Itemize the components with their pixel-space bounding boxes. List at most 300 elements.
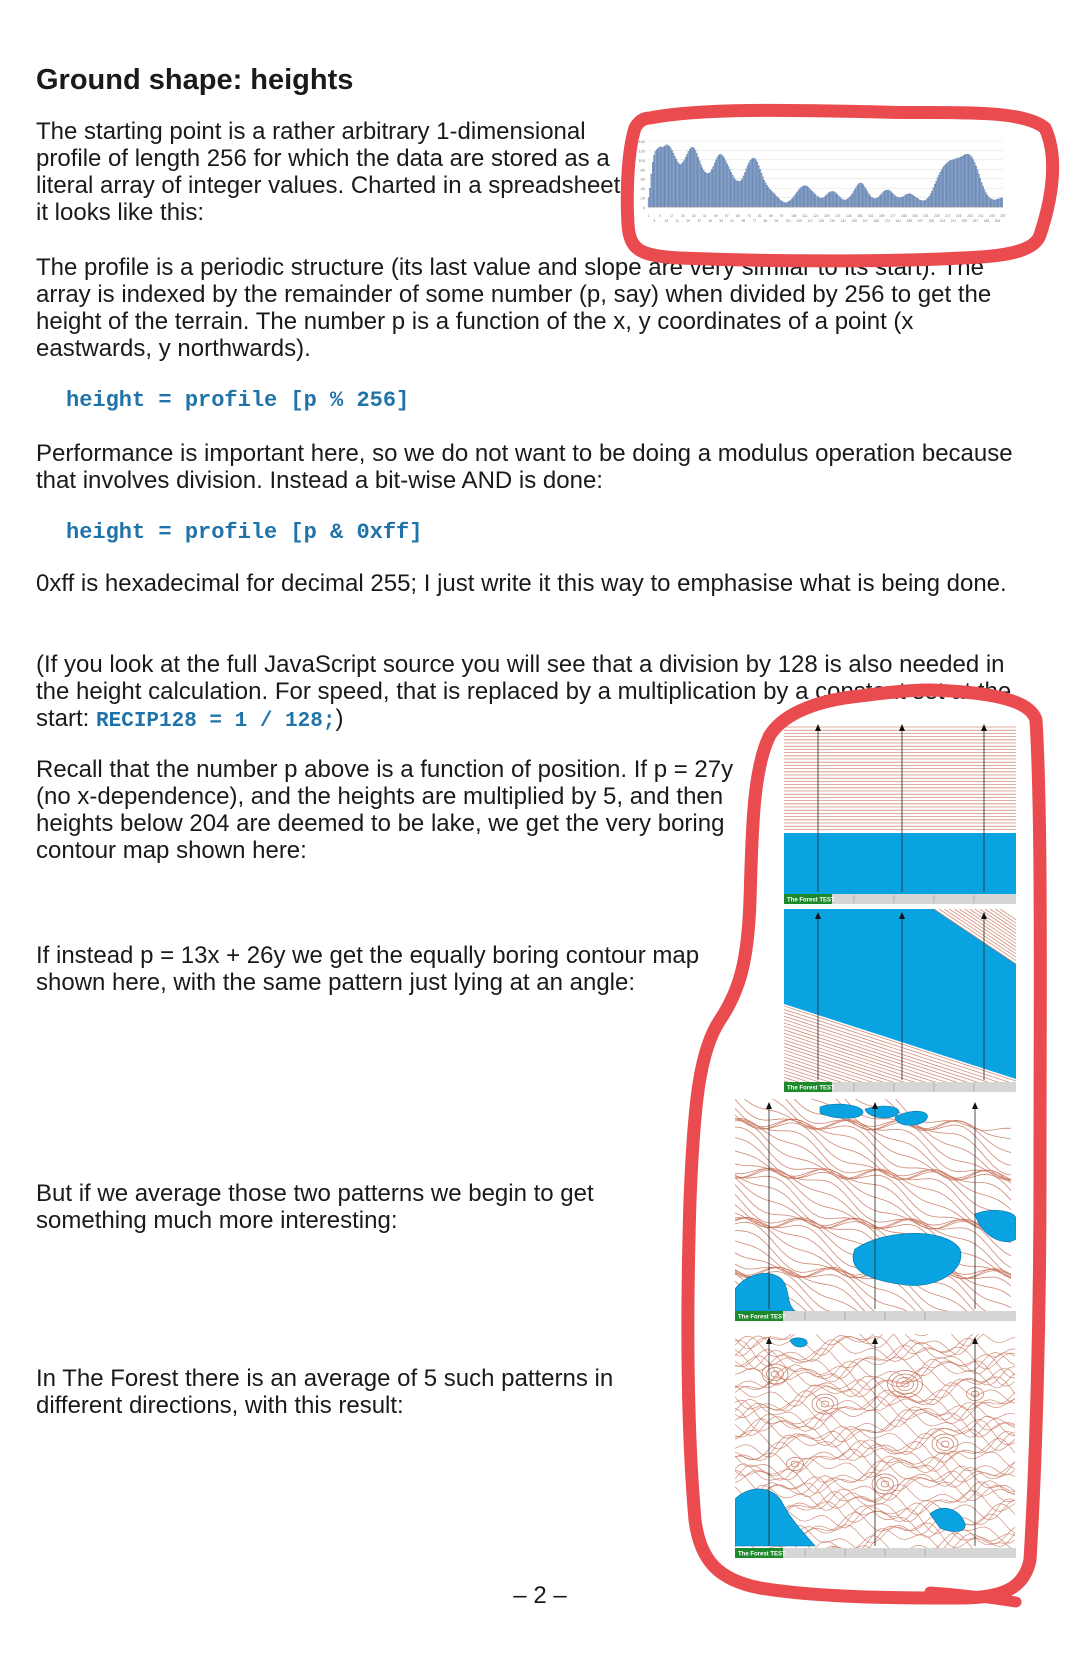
profile-bar xyxy=(852,194,853,207)
x-tick-label: 181 xyxy=(895,219,902,223)
x-tick-label: 173 xyxy=(884,219,890,223)
profile-bar xyxy=(1000,198,1001,207)
profile-bar xyxy=(720,154,721,207)
profile-bar xyxy=(960,157,961,207)
profile-bar xyxy=(770,191,771,208)
profile-bar xyxy=(908,194,909,207)
profile-bar xyxy=(879,196,880,207)
profile-bar xyxy=(787,202,788,207)
profile-bar xyxy=(955,159,956,207)
profile-bar xyxy=(863,185,864,207)
profile-bar xyxy=(975,166,976,207)
profile-bar xyxy=(936,181,937,207)
profile-bar xyxy=(744,173,745,207)
profile-bar xyxy=(938,175,939,207)
profile-bar xyxy=(893,194,894,207)
profile-bar xyxy=(717,157,718,207)
forest-paragraph: In The Forest there is an average of 5 such patterns in different directions, with this result: xyxy=(36,1365,614,1419)
x-tick-label: 125 xyxy=(818,219,824,223)
profile-bar xyxy=(773,193,774,207)
profile-bar xyxy=(740,181,741,207)
profile-bar xyxy=(904,196,905,207)
y-tick-label: 0 xyxy=(642,205,645,210)
x-tick-label: 185 xyxy=(901,214,907,218)
profile-bar xyxy=(732,175,733,207)
profile-bar xyxy=(709,173,710,207)
profile-bar xyxy=(832,191,833,207)
profile-bar xyxy=(660,147,661,207)
profile-bar xyxy=(729,169,730,207)
profile-bar xyxy=(805,186,806,207)
x-tick-label: 33 xyxy=(692,214,696,218)
profile-bar xyxy=(799,189,800,207)
profile-bar xyxy=(828,193,829,207)
x-tick-label: 209 xyxy=(934,214,940,218)
profile-bar xyxy=(861,183,862,207)
x-tick-label: 213 xyxy=(939,219,946,223)
x-tick-label: 45 xyxy=(708,219,713,223)
profile-bar xyxy=(681,164,682,207)
lake-area xyxy=(784,833,1016,894)
profile-bar xyxy=(964,155,965,207)
profile-bar xyxy=(691,148,692,207)
profile-bar xyxy=(839,197,840,207)
profile-bar xyxy=(827,194,828,207)
profile-bar xyxy=(652,162,653,207)
x-tick-label: 77 xyxy=(752,219,757,223)
map-horizontal-svg xyxy=(784,721,1016,904)
profile-bar xyxy=(801,187,802,207)
profile-bar xyxy=(677,162,678,207)
profile-bar xyxy=(726,164,727,207)
profile-bar xyxy=(967,154,968,207)
x-tick-label: 133 xyxy=(829,219,835,223)
x-tick-label: 245 xyxy=(983,219,990,223)
profile-bar xyxy=(886,190,887,207)
profile-bar xyxy=(775,195,776,207)
profile-bar xyxy=(659,147,660,207)
x-tick-label: 169 xyxy=(879,214,885,218)
profile-bar xyxy=(781,201,782,207)
profile-bar xyxy=(922,201,923,207)
profile-bar xyxy=(758,166,759,207)
profile-bar xyxy=(982,186,983,207)
profile-bar xyxy=(762,177,763,207)
profile-bar xyxy=(952,160,953,207)
profile-bar xyxy=(885,191,886,208)
profile-bar xyxy=(795,194,796,207)
map-forest-result xyxy=(735,1334,1016,1558)
code-bitwise-and: height = profile [p & 0xff] xyxy=(66,520,423,545)
profile-bar xyxy=(824,197,825,207)
profile-bar xyxy=(680,165,681,207)
profile-bar xyxy=(969,155,970,207)
profile-bar xyxy=(772,192,773,207)
profile-bar xyxy=(753,158,754,207)
profile-bar xyxy=(951,160,952,207)
profile-bar xyxy=(919,200,920,207)
profile-bar xyxy=(999,199,1000,207)
profile-bar xyxy=(849,197,850,207)
profile-bar xyxy=(956,158,957,207)
profile-bar xyxy=(698,157,699,207)
profile-bar xyxy=(748,163,749,207)
profile-bar xyxy=(656,149,657,207)
profile-bar xyxy=(728,166,729,207)
profile-bar xyxy=(834,192,835,207)
profile-bar xyxy=(926,199,927,207)
profile-bar xyxy=(731,172,732,207)
profile-bar xyxy=(942,167,943,207)
profile-bar xyxy=(853,191,854,207)
profile-bar xyxy=(868,194,869,207)
x-tick-label: 49 xyxy=(714,214,718,218)
y-tick-label: 120 xyxy=(638,148,645,154)
profile-bar xyxy=(876,198,877,207)
profile-bar xyxy=(764,180,765,207)
profile-bar xyxy=(703,170,704,207)
profile-bar xyxy=(813,193,814,207)
profile-bar xyxy=(821,198,822,207)
map-averaged xyxy=(735,1099,1016,1321)
x-tick-label: 145 xyxy=(846,214,852,218)
profile-bar xyxy=(788,201,789,207)
profile-bar xyxy=(980,178,981,207)
x-tick-label: 121 xyxy=(813,214,819,218)
profile-bar xyxy=(831,191,832,207)
x-tick-label: 201 xyxy=(923,214,929,218)
profile-bar xyxy=(737,181,738,207)
map-horizontal-bands xyxy=(784,721,1016,904)
x-tick-label: 197 xyxy=(917,219,924,223)
profile-bar xyxy=(769,189,770,207)
y-tick-label: 40 xyxy=(640,186,645,192)
x-tick-label: 105 xyxy=(791,214,797,218)
profile-bar xyxy=(923,201,924,207)
profile-bar xyxy=(916,198,917,207)
profile-bar xyxy=(666,145,667,207)
profile-bar xyxy=(959,158,960,208)
profile-bar xyxy=(702,168,703,207)
profile-bar xyxy=(944,166,945,207)
profile-bar xyxy=(948,162,949,207)
profile-bar xyxy=(871,197,872,207)
profile-bar xyxy=(766,185,767,207)
profile-bar xyxy=(981,182,982,207)
profile-bar xyxy=(722,156,723,207)
x-tick-label: 13 xyxy=(664,219,669,223)
profile-bar xyxy=(687,154,688,207)
profile-bar xyxy=(845,200,846,207)
profile-bar xyxy=(663,147,664,207)
profile-bar xyxy=(914,196,915,207)
profile-bar xyxy=(667,145,668,207)
profile-bar xyxy=(780,200,781,207)
profile-bar xyxy=(784,203,785,207)
profile-bar xyxy=(693,148,694,207)
profile-bar xyxy=(937,178,938,207)
profile-bar xyxy=(883,191,884,207)
profile-bar xyxy=(682,162,683,207)
x-tick-label: 249 xyxy=(989,214,995,218)
x-tick-label: 21 xyxy=(675,219,680,223)
profile-bar xyxy=(751,159,752,207)
profile-bar xyxy=(846,199,847,207)
profile-bar xyxy=(988,197,989,207)
profile-bar xyxy=(810,190,811,207)
profile-bar xyxy=(881,194,882,207)
x-tick-label: 41 xyxy=(703,214,707,218)
profile-bar xyxy=(746,169,747,207)
profile-bar xyxy=(860,183,861,207)
profile-bar xyxy=(826,195,827,207)
profile-bar xyxy=(984,190,985,207)
x-tick-label: 253 xyxy=(994,219,1001,223)
map-diagonal-svg xyxy=(784,909,1016,1092)
profile-bar xyxy=(958,158,959,207)
profile-bar xyxy=(711,169,712,207)
profile-bar xyxy=(911,194,912,207)
x-tick-label: 53 xyxy=(719,219,724,223)
division-text-end: ) xyxy=(335,705,344,732)
y-tick-label: 100 xyxy=(638,157,645,163)
x-tick-label: 165 xyxy=(873,219,879,223)
profile-bar xyxy=(654,155,655,207)
profile-bar xyxy=(696,153,697,207)
y-tick-label: 80 xyxy=(640,167,645,173)
x-tick-label: 257 xyxy=(1000,214,1006,218)
profile-bar xyxy=(649,188,650,207)
profile-bar xyxy=(865,189,866,207)
profile-bar xyxy=(991,199,992,207)
profile-bar xyxy=(867,191,868,207)
x-tick-label: 113 xyxy=(802,214,808,218)
map-title-label: The Forest TEST xyxy=(738,1551,786,1558)
profile-bar xyxy=(754,158,755,207)
x-tick-label: 29 xyxy=(686,219,691,223)
x-tick-label: 109 xyxy=(796,219,802,223)
x-tick-label: 225 xyxy=(956,214,962,218)
profile-bar xyxy=(676,159,677,207)
profile-bar xyxy=(665,146,666,207)
profile-bar xyxy=(970,156,971,207)
profile-bar xyxy=(776,196,777,207)
profile-bar xyxy=(704,172,705,207)
profile-bar xyxy=(669,146,670,207)
map-title-label: The Forest TEST xyxy=(738,1314,786,1321)
profile-bar xyxy=(842,199,843,207)
x-tick-label: 189 xyxy=(906,219,913,223)
p13x26y-paragraph: If instead p = 13x + 26y we get the equally boring contour map shown here, with the same pattern just lying at an angle: xyxy=(36,942,700,996)
profile-bar xyxy=(808,187,809,207)
profile-bar xyxy=(997,199,998,207)
profile-bar xyxy=(742,179,743,207)
profile-bar xyxy=(992,199,993,207)
profile-bar xyxy=(820,198,821,207)
performance-paragraph: Performance is important here, so we do not want to be doing a modulus operation because that involves division. Instead a bit-wise AND is done: xyxy=(36,440,1013,494)
profile-bar xyxy=(909,194,910,207)
profile-bar xyxy=(817,197,818,207)
profile-bar xyxy=(743,176,744,207)
profile-bar xyxy=(792,198,793,207)
profile-bar xyxy=(718,155,719,207)
profile-bar xyxy=(898,198,899,207)
profile-bar xyxy=(688,151,689,207)
profile-bar xyxy=(995,200,996,207)
profile-bar xyxy=(651,174,652,207)
profile-bar xyxy=(864,187,865,207)
profile-bar xyxy=(986,195,987,207)
profile-bar xyxy=(803,186,804,207)
profile-bar xyxy=(856,187,857,207)
profile-bar xyxy=(996,199,997,207)
profile-bar xyxy=(819,198,820,207)
x-tick-label: 161 xyxy=(868,214,874,218)
profile-bar xyxy=(684,160,685,207)
profile-bar xyxy=(791,199,792,207)
profile-bar xyxy=(715,160,716,207)
profile-bar xyxy=(790,200,791,207)
profile-bar xyxy=(945,164,946,207)
profile-bar xyxy=(678,164,679,207)
profile-bar xyxy=(929,196,930,207)
profile-bar xyxy=(802,186,803,207)
profile-bar xyxy=(685,157,686,207)
page-number: – 2 – xyxy=(513,1582,567,1609)
x-tick-label: 37 xyxy=(697,219,702,223)
profile-bar xyxy=(977,170,978,207)
profile-bar xyxy=(857,185,858,207)
x-tick-label: 17 xyxy=(670,214,674,218)
profile-bar xyxy=(779,199,780,207)
y-tick-label: 20 xyxy=(640,195,645,201)
profile-bar xyxy=(897,197,898,207)
x-tick-label: 65 xyxy=(736,214,740,218)
map-title-label: The Forest TEST xyxy=(787,897,835,904)
profile-chart xyxy=(632,135,1007,223)
map-averaged-svg xyxy=(735,1099,1016,1321)
profile-bar xyxy=(947,163,948,207)
x-tick-label: 141 xyxy=(840,219,846,223)
profile-bar xyxy=(806,186,807,207)
profile-bar xyxy=(915,197,916,207)
profile-bar xyxy=(949,161,950,207)
profile-bar xyxy=(1002,198,1003,207)
profile-bar xyxy=(953,159,954,207)
profile-bar xyxy=(765,183,766,207)
profile-bar xyxy=(783,202,784,207)
profile-bar xyxy=(854,189,855,207)
profile-bar xyxy=(706,173,707,207)
profile-bar xyxy=(736,181,737,207)
profile-bar xyxy=(978,174,979,207)
x-tick-label: 9 xyxy=(659,214,661,218)
profile-bar xyxy=(962,156,963,207)
profile-bar xyxy=(901,197,902,207)
profile-bar xyxy=(859,183,860,207)
x-tick-label: 129 xyxy=(824,214,830,218)
profile-bar xyxy=(971,158,972,208)
profile-bar xyxy=(812,191,813,207)
x-tick-label: 233 xyxy=(967,214,973,218)
x-tick-label: 241 xyxy=(978,214,984,218)
profile-bar xyxy=(870,196,871,207)
x-tick-label: 69 xyxy=(741,219,746,223)
profile-bar xyxy=(925,200,926,207)
profile-bar xyxy=(912,195,913,207)
profile-bar xyxy=(905,195,906,207)
x-tick-label: 177 xyxy=(890,214,896,218)
x-tick-label: 61 xyxy=(730,219,735,223)
profile-bar xyxy=(934,184,935,207)
x-tick-label: 81 xyxy=(758,214,762,218)
profile-bar xyxy=(941,170,942,207)
profile-bar xyxy=(985,192,986,207)
x-tick-label: 205 xyxy=(928,219,935,223)
profile-bar xyxy=(823,198,824,207)
profile-bar xyxy=(890,191,891,207)
profile-bar xyxy=(927,198,928,207)
map-title-label: The Forest TEST xyxy=(787,1085,835,1092)
profile-bar xyxy=(707,174,708,207)
profile-bar xyxy=(896,197,897,207)
profile-bar xyxy=(930,194,931,207)
profile-bar xyxy=(747,166,748,207)
profile-bar xyxy=(670,148,671,207)
profile-bar xyxy=(658,148,659,207)
y-tick-label: 140 xyxy=(638,139,645,144)
x-tick-label: 117 xyxy=(807,219,813,223)
profile-bar xyxy=(725,161,726,207)
profile-bar xyxy=(695,150,696,207)
profile-bar xyxy=(721,155,722,207)
profile-bar xyxy=(713,166,714,207)
profile-bar xyxy=(699,161,700,207)
page-heading: Ground shape: heights xyxy=(36,64,354,96)
profile-bar xyxy=(777,198,778,207)
profile-bar xyxy=(755,160,756,207)
x-tick-label: 93 xyxy=(774,219,779,223)
profile-bar xyxy=(759,169,760,207)
profile-bar xyxy=(674,156,675,207)
x-tick-label: 193 xyxy=(912,214,918,218)
x-tick-label: 1 xyxy=(648,214,650,218)
hex-paragraph: 0xff is hexadecimal for decimal 255; I just write it this way to emphasise what is being done. xyxy=(36,570,1007,597)
profile-bar xyxy=(797,192,798,207)
profile-bar xyxy=(838,196,839,207)
profile-bar xyxy=(761,173,762,207)
profile-bar xyxy=(733,178,734,207)
profile-bar xyxy=(809,189,810,207)
profile-bar xyxy=(786,203,787,207)
x-tick-label: 89 xyxy=(769,214,773,218)
x-tick-label: 221 xyxy=(950,219,957,223)
x-tick-label: 229 xyxy=(961,219,968,223)
profile-bar xyxy=(768,187,769,207)
profile-chart-svg xyxy=(632,135,1007,223)
profile-bar xyxy=(835,193,836,207)
x-tick-label: 217 xyxy=(945,214,951,218)
profile-bar xyxy=(830,192,831,207)
profile-bar xyxy=(878,197,879,207)
profile-bar xyxy=(700,165,701,207)
profile-bar xyxy=(689,149,690,207)
x-tick-label: 5 xyxy=(653,219,656,223)
profile-bar xyxy=(872,198,873,207)
x-tick-label: 237 xyxy=(972,219,979,223)
profile-bar xyxy=(887,190,888,207)
x-tick-label: 153 xyxy=(857,214,863,218)
